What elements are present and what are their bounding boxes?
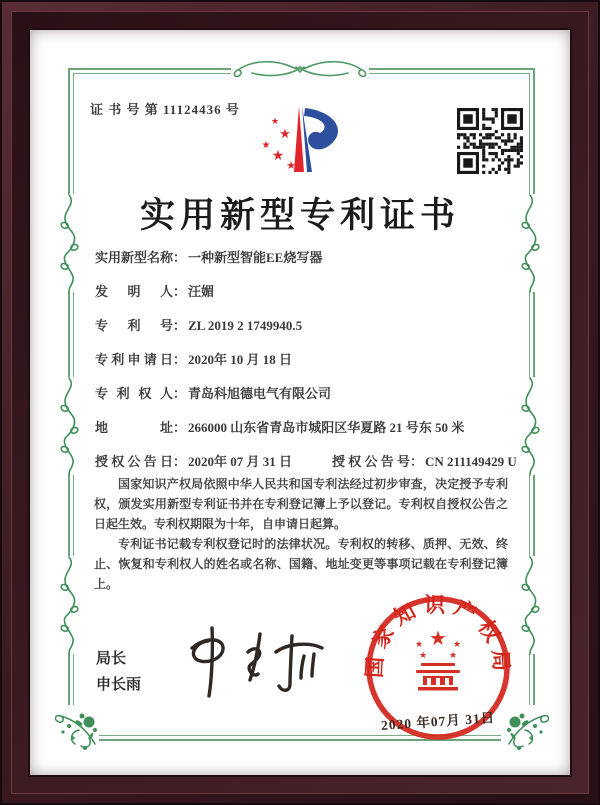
svg-text:★: ★ xyxy=(271,148,285,164)
field-inventor xyxy=(95,284,515,300)
field-label: 发明人 xyxy=(95,284,173,299)
field-patent-number xyxy=(95,318,515,334)
cnipa-logo-icon xyxy=(248,90,363,178)
legal-paragraph-2: 专利证书记载专利权登记时的法律状况。专利权的转移、质押、无效、终止、恢复和专利权人的姓名或名称、国籍、地址变更等事项记载在专利登记簿上。 xyxy=(94,537,508,591)
colon: ： xyxy=(173,420,187,435)
top-flourish-ornament xyxy=(230,54,370,82)
field-label: 实用新型名称 xyxy=(95,250,174,265)
side-flourish-ornament xyxy=(519,376,541,476)
corner-ornament xyxy=(55,708,99,752)
colon: ： xyxy=(173,284,187,299)
field-label: 专利权人 xyxy=(95,386,173,401)
field-value: ZL 2019 2 1749940.5 xyxy=(188,318,303,333)
field-label: 地址 xyxy=(95,420,173,435)
field-grant-date xyxy=(95,454,292,469)
director-block xyxy=(96,646,141,698)
side-flourish-ornament xyxy=(58,555,80,655)
director-name: 申长雨 xyxy=(96,676,142,693)
svg-text:★: ★ xyxy=(270,117,280,127)
colon: ： xyxy=(410,454,424,469)
colon: ： xyxy=(173,352,187,367)
qr-code xyxy=(455,106,525,176)
colon: ： xyxy=(173,386,187,401)
svg-text:★: ★ xyxy=(452,640,462,650)
field-value: 一种新型智能EE烧写器 xyxy=(188,250,323,265)
field-grant-row xyxy=(95,454,515,470)
field-label: 专利号 xyxy=(95,318,173,333)
seal-date: 2020 年07月 31日 xyxy=(380,710,496,733)
svg-text:★: ★ xyxy=(279,127,291,142)
director-signature xyxy=(168,622,333,717)
field-address xyxy=(95,420,515,436)
field-value: 2020年 10 月 18 日 xyxy=(188,352,293,367)
field-label: 专利申请日 xyxy=(95,352,173,367)
svg-text:★: ★ xyxy=(429,626,447,650)
legal-text xyxy=(94,474,508,594)
svg-text:★: ★ xyxy=(261,140,271,151)
legal-paragraph-1: 国家知识产权局依照中华人民共和国专利法经过初步审查，决定授予专利权，颁发实用新型专利证书并在专利登记簿上予以登记。专利权自授权公告之日起生效。专利权期限为十年，自申请日起算。 xyxy=(94,477,508,531)
field-patentee xyxy=(95,386,515,402)
field-utility-model-name xyxy=(95,250,515,266)
field-label: 授权公告号 xyxy=(332,454,410,469)
seal-text: 国家知识产权局 xyxy=(363,593,513,679)
colon: ： xyxy=(173,454,187,469)
colon: ： xyxy=(173,318,187,333)
svg-text:★: ★ xyxy=(418,651,428,661)
colon: ： xyxy=(173,250,187,265)
svg-text:★: ★ xyxy=(448,651,458,661)
field-grant-number xyxy=(332,454,517,470)
field-application-date xyxy=(95,352,515,368)
certificate-number: 证 书 号 第 11124436 号 xyxy=(90,102,240,117)
side-flourish-ornament xyxy=(58,376,80,476)
svg-text:★: ★ xyxy=(286,159,296,172)
field-value: 青岛科旭德电气有限公司 xyxy=(188,386,332,401)
field-label: 授权公告日 xyxy=(95,454,173,469)
svg-text:★: ★ xyxy=(414,640,424,650)
field-value: CN 211149429 U xyxy=(425,454,517,469)
field-value: 汪媚 xyxy=(188,284,215,299)
field-list xyxy=(95,250,515,470)
certificate-title: 实用新型专利证书 xyxy=(139,196,460,235)
director-title: 局长 xyxy=(96,650,127,667)
field-value: 2020年 07 月 31 日 xyxy=(188,454,293,469)
field-value: 266000 山东省青岛市城阳区华夏路 21 号东 50 米 xyxy=(188,420,465,435)
side-flourish-ornament xyxy=(519,555,541,655)
